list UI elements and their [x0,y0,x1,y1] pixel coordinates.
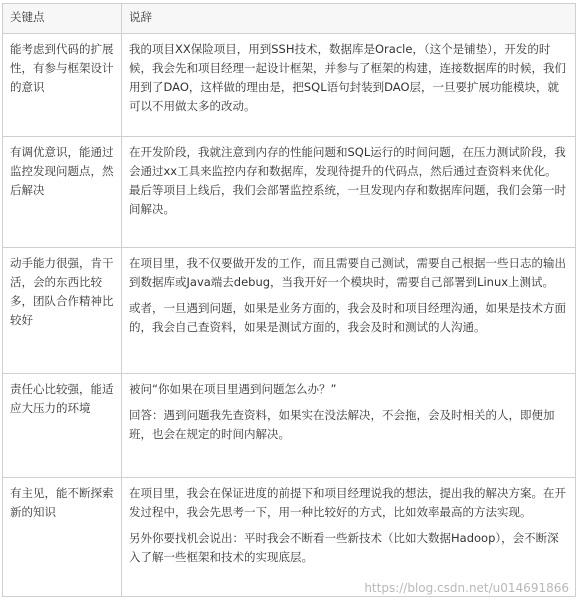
description-paragraph: 我的项目XX保险项目，用到SSH技术，数据库是Oracle，（这个是铺垫），开发的时候，我会先和项目经理一起设计框架，并参与了框架的构建，连接数据库的时候，我们用到了DAO，这样做的理由是，把SQL语句封装到DAO层，一旦要扩展功能模块，就可以不用做太多的改动。 [129,42,566,113]
description-cell [122,34,576,137]
description-paragraph: 在开发阶段，我就注意到内存的性能问题和SQL运行的时间问题，在压力测试阶段，我会通过xx工具来监控内存和数据库，发现待提升的代码点，然后通过查资料来优化。最后等项目上线后，我们会部署监控系统，一旦发现内存和数据库问题，我们会第一时间解决。 [129,145,566,216]
table-row [3,374,576,478]
key-point-cell: 有调优意识，能通过监控发现问题点，然后解决 [3,137,122,248]
description-paragraph: 被问“你如果在项目里遇到问题怎么办？” [129,382,337,396]
table-row [3,137,576,248]
description-cell [122,478,576,597]
key-point-cell: 能考虑到代码的扩展性，有参与框架设计的意识 [3,34,122,137]
table-row [3,478,576,597]
description-cell [122,248,576,374]
key-point-cell: 有主见，能不断探索新的知识 [3,478,122,597]
description-paragraph: 在项目里，我不仅要做开发的工作，而且需要自己测试，需要自己根据一些日志的输出到数据库或Java端去debug，当我开好一个模块时，需要自己部署到Linux上测试。 [129,256,566,289]
header-key-point: 关键点 [3,4,122,34]
key-points-table [2,3,576,597]
description-paragraph: 或者，一旦遇到问题，如果是业务方面的，我会及时和项目经理沟通，如果是技术方面的，我会自己查资料，如果是测试方面的，我会及时和测试的人沟通。 [129,301,566,334]
table-header-row [3,4,576,34]
description-paragraph: 在项目里，我会在保证进度的前提下和项目经理说我的想法，提出我的解决方案。在开发过程中，我会先思考一下，用一种比较好的方式，比如效率最高的方法实现。 [129,486,566,519]
description-cell [122,374,576,478]
description-cell [122,137,576,248]
watermark-url: https://blog.csdn.net/u014691866 [364,581,569,595]
table-row [3,34,576,137]
key-point-cell: 动手能力很强，肯干活，会的东西比较多，团队合作精神比较好 [3,248,122,374]
key-point-cell: 责任心比较强，能适应大压力的环境 [3,374,122,478]
header-description: 说辞 [122,4,576,34]
table-row [3,248,576,374]
description-paragraph: 另外你要找机会说出：平时我会不断看一些新技术（比如大数据Hadoop），会不断深入了解一些框架和技术的实现底层。 [129,531,559,564]
description-paragraph: 回答：遇到问题我先查资料，如果实在没法解决，不会拖，会及时相关的人，即便加班，也会在规定的时间内解决。 [129,408,555,441]
